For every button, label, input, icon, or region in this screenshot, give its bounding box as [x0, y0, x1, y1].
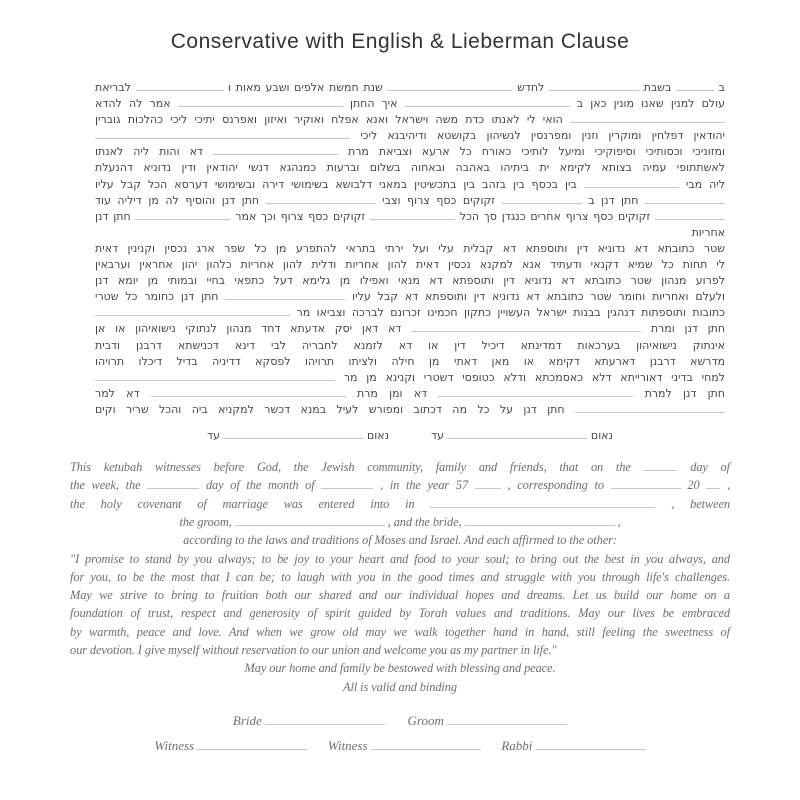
text-segment: ליה מבי	[685, 177, 726, 191]
text-segment: חתן דנן כחומר כל שטרי	[95, 290, 219, 304]
hebrew-text-line	[95, 241, 725, 257]
english-text-line	[70, 604, 730, 622]
text-segment: ,	[727, 478, 731, 493]
hebrew-text-line	[95, 402, 725, 418]
blank-field	[643, 462, 677, 471]
blank-field	[178, 98, 343, 107]
text-segment: לפרוע מנהון שטר כתובתא דא נדוניא דין ותוספתא דא מנאי ואפילו מן גלימא דעל כתפאי בחיי ובמותי מן יומא דנן	[95, 274, 725, 288]
text-segment: ולעלם ואחריות וחומר שטר כתובתא דא נדוניא דין ותוספתא דא קבל עליו	[352, 290, 726, 304]
blank-field	[147, 480, 199, 489]
blank-field	[447, 716, 567, 725]
blank-field	[151, 388, 346, 397]
hebrew-text-line	[95, 128, 725, 144]
text-segment: ,	[617, 514, 621, 529]
text-segment: לאשתתופי עמיה בצותא לקימא ית ביתיהו באהבה ובאחוה בשלום וברעות כמנהגא דנשי יהודאין ודין נדוניא דהנעלת	[95, 161, 725, 175]
english-text-line	[70, 495, 730, 513]
text-segment: Groom	[407, 712, 444, 728]
signature-row	[70, 708, 730, 733]
blank-field	[570, 114, 725, 123]
text-segment: All is valid and binding	[343, 679, 457, 694]
blank-field	[266, 195, 376, 204]
document-title: Conservative with English & Lieberman Clause	[170, 30, 630, 53]
text-segment: the groom,	[179, 514, 232, 529]
text-segment: foundation of trust, respect and generosity of spirit guided by Torah values and traditions. May our lives be embraced	[70, 606, 730, 621]
blank-field	[447, 430, 587, 439]
text-segment: , between	[671, 496, 730, 511]
text-segment: ב	[718, 81, 725, 94]
blank-field	[135, 211, 230, 220]
text-segment: , in the year 57	[380, 478, 469, 493]
text-segment: דא למר	[95, 386, 140, 400]
blank-field	[475, 480, 501, 489]
text-segment: זקוקים כסף צרוף וכך אמר	[235, 209, 366, 223]
text-segment: חתן דנן ב	[588, 193, 639, 207]
blank-field	[645, 195, 725, 204]
hebrew-text-line	[95, 354, 725, 370]
text-segment: בין בכסף בין בזהב בין בתכשיטין במאני דלבושא בשימושי דירה ובשימושי דערסא הכל קבל עליו	[95, 177, 577, 191]
blank-field	[611, 480, 681, 489]
text-segment: חתן דנן אחריות	[95, 209, 725, 239]
text-segment: דא ומן מרת	[356, 386, 428, 400]
text-segment: 20	[687, 478, 700, 493]
signature-row	[70, 733, 730, 758]
blank-field	[706, 480, 720, 489]
blank-field	[676, 82, 714, 91]
hebrew-text-line	[95, 112, 725, 128]
hebrew-text-line	[95, 273, 725, 289]
text-segment: חתן דנן על כל מה דכתוב ומפורש לעיל במנא דכשר למקניא ביה והכל שריר וקים	[95, 402, 565, 416]
text-segment: the holy covenant of marriage was entered into in	[70, 496, 415, 511]
blank-field	[549, 82, 639, 91]
blank-field	[265, 716, 385, 725]
spacer	[311, 749, 325, 750]
hebrew-text-line	[95, 289, 725, 305]
blank-field	[235, 517, 385, 526]
english-text-line	[70, 531, 730, 549]
text-segment: למחי בדיני דאורייתא דלא כאסמכתא ודלא כטופסי דשטרי וקנינא מן מר	[343, 370, 725, 384]
english-text-line	[70, 568, 730, 586]
text-segment: by warmth, peace and love. And when we grow old may we walk together hand in hand, still feeling the sweetness of	[70, 624, 730, 639]
text-segment: for you, to be the most that I can be; to laugh with you in the good times and struggle with you through life's challenges.	[70, 569, 730, 584]
text-segment: שנת חמשת אלפים ושבע מאות ו	[228, 81, 383, 94]
text-segment: our devotion. I give myself without reservation to our union and welcome you as my partner in life."	[70, 643, 557, 658]
blank-field	[371, 741, 481, 750]
text-segment: עד	[431, 428, 444, 442]
text-segment: according to the laws and traditions of Moses and Israel. And each affirmed to the other:	[183, 533, 617, 548]
blank-field	[584, 179, 679, 188]
text-segment: שטר כתובתא דא נדוניא דין ותוספתא דא קבלית עלי ועל ירתי בתראי להתפרע מן כל שפר ארג נכסין וקנינין דאית	[95, 241, 725, 255]
hebrew-text-line	[95, 386, 725, 402]
hebrew-text-line	[95, 257, 725, 273]
text-segment: מדרשא דרבנן דארעתא דקימא או מאן דאתי מן חילה ולציתו תרויהו לפסקא דדיניה בדיל דיכלו תרויהו	[95, 354, 725, 368]
text-segment: day of	[690, 460, 730, 475]
text-segment: ומזוניכי וכסותיכי וסיפוקיכי ומיעל לותיכי כאורח כל ארעא וצביאת מרת	[347, 145, 725, 159]
blank-field	[136, 82, 224, 91]
hebrew-text-line	[95, 305, 725, 321]
blank-field	[225, 291, 345, 300]
text-segment: חתן דנן והוסיף לה מן דיליה עוד	[95, 193, 260, 207]
english-text-line	[70, 458, 730, 476]
text-segment: , and the bride,	[387, 514, 462, 529]
hebrew-text-line	[95, 80, 725, 96]
blank-field	[575, 404, 725, 413]
text-segment: Witness	[327, 737, 368, 753]
hebrew-text-section	[95, 80, 725, 444]
blank-field	[430, 499, 655, 508]
hebrew-text-line	[95, 428, 725, 444]
text-segment: , corresponding to	[507, 478, 604, 493]
hebrew-text-line	[95, 209, 725, 241]
english-text-line	[70, 678, 730, 696]
text-segment: לחדש	[517, 81, 545, 94]
text-segment: אמר לה להדא	[95, 97, 171, 111]
english-text-line	[70, 659, 730, 677]
text-segment: "I promise to stand by you always; to be joy to your heart and food to your soul; to bring out the best in you always, and	[70, 551, 730, 566]
blank-field	[465, 517, 615, 526]
text-segment: איך החתן	[349, 97, 398, 111]
text-segment: חתן דנן ומרת	[650, 322, 726, 336]
text-segment: דא והות ליה לאנתו	[95, 145, 203, 159]
text-segment: May our home and family be bestowed with blessing and peace.	[244, 661, 556, 676]
hebrew-text-line	[95, 321, 725, 337]
blank-field	[411, 323, 641, 332]
text-segment: נאום	[590, 428, 613, 442]
hebrew-text-line	[95, 177, 725, 193]
english-text-line	[70, 476, 730, 494]
text-segment: זקוקים כסף צרוף וצבי	[382, 193, 496, 207]
english-text-line	[70, 550, 730, 568]
text-segment: עד	[207, 428, 220, 442]
text-segment: אינתוק נישואיהון בערכאות דמדינתא דיכיל דין או דא לזמנא לחבריה לבי דינא דכנישתא דרבנן ודבית	[95, 338, 725, 352]
text-segment: יהודאין דפלחין ומוקרין וזנין ומפרנסין לנשיהון בקושטא ודיהיבנא ליכי	[360, 129, 726, 143]
text-segment: day of the month of	[205, 478, 315, 493]
text-segment: הואי לי לאנתו כדת משה וישראל ואנא אפלח ואוקיר ואיזון ואפרנס יתיכי ליכי כהלכות גוברין	[95, 113, 563, 127]
text-segment: נאום	[366, 428, 389, 442]
blank-field	[95, 372, 335, 381]
hebrew-text-line	[95, 370, 725, 386]
text-segment: זקוקים כסף צרוף אחרים כנגדן סך הכל	[459, 209, 651, 223]
blank-field	[536, 741, 646, 750]
signature-section	[70, 708, 730, 758]
hebrew-text-line	[95, 144, 725, 160]
text-segment: Witness	[154, 737, 195, 753]
spacer	[484, 749, 498, 750]
english-text-line	[70, 513, 730, 531]
blank-field	[95, 130, 350, 139]
blank-field	[502, 195, 582, 204]
blank-field	[223, 430, 363, 439]
blank-field	[370, 211, 455, 220]
text-segment: בשבת	[643, 81, 672, 94]
text-segment: כתובות ותוספתות דנהגין בבנות ישראל העשויין כתקון חכמינו זכרונם לברכה וצביאו מר	[296, 306, 725, 320]
text-segment: Rabbi	[501, 737, 533, 753]
hebrew-text-line	[95, 160, 725, 176]
spacer	[393, 438, 428, 439]
english-text-section	[70, 458, 730, 696]
text-segment: the week, the	[70, 478, 141, 493]
text-segment: חתן דנן למרת	[644, 386, 725, 400]
text-segment: May we strive to bring to fruition both our shared and our individual hopes and dreams. Let us build our home on a	[70, 588, 730, 603]
spacer	[388, 724, 404, 725]
blank-field	[405, 98, 570, 107]
hebrew-text-line	[95, 96, 725, 112]
blank-field	[655, 211, 725, 220]
blank-field	[197, 741, 307, 750]
text-segment: לבריאת	[95, 81, 131, 94]
text-segment: עולם למנין שאנו מונין כאן ב	[576, 97, 726, 111]
blank-field	[438, 388, 633, 397]
blank-field	[213, 146, 338, 155]
blank-field	[321, 480, 373, 489]
hebrew-text-line	[95, 193, 725, 209]
blank-field	[95, 307, 290, 316]
hebrew-text-line	[95, 338, 725, 354]
english-text-line	[70, 586, 730, 604]
text-segment: לי תחות כל שמיא דקנאי ודעתיד אנא למקנא נכסין דאית להון אחריות ודלית להון אחריות כלהון יהון אחראין וערבאין	[95, 258, 725, 272]
text-segment: דא דאן יסק אדעתא דחד מנהון לנתוקי נישואיהון או אן	[95, 322, 402, 336]
english-text-line	[70, 641, 730, 659]
text-segment: Bride	[232, 712, 262, 728]
blank-field	[387, 82, 512, 91]
text-segment: This ketubah witnesses before God, the Jewish community, family and friends, that on the	[70, 460, 631, 475]
english-text-line	[70, 623, 730, 641]
